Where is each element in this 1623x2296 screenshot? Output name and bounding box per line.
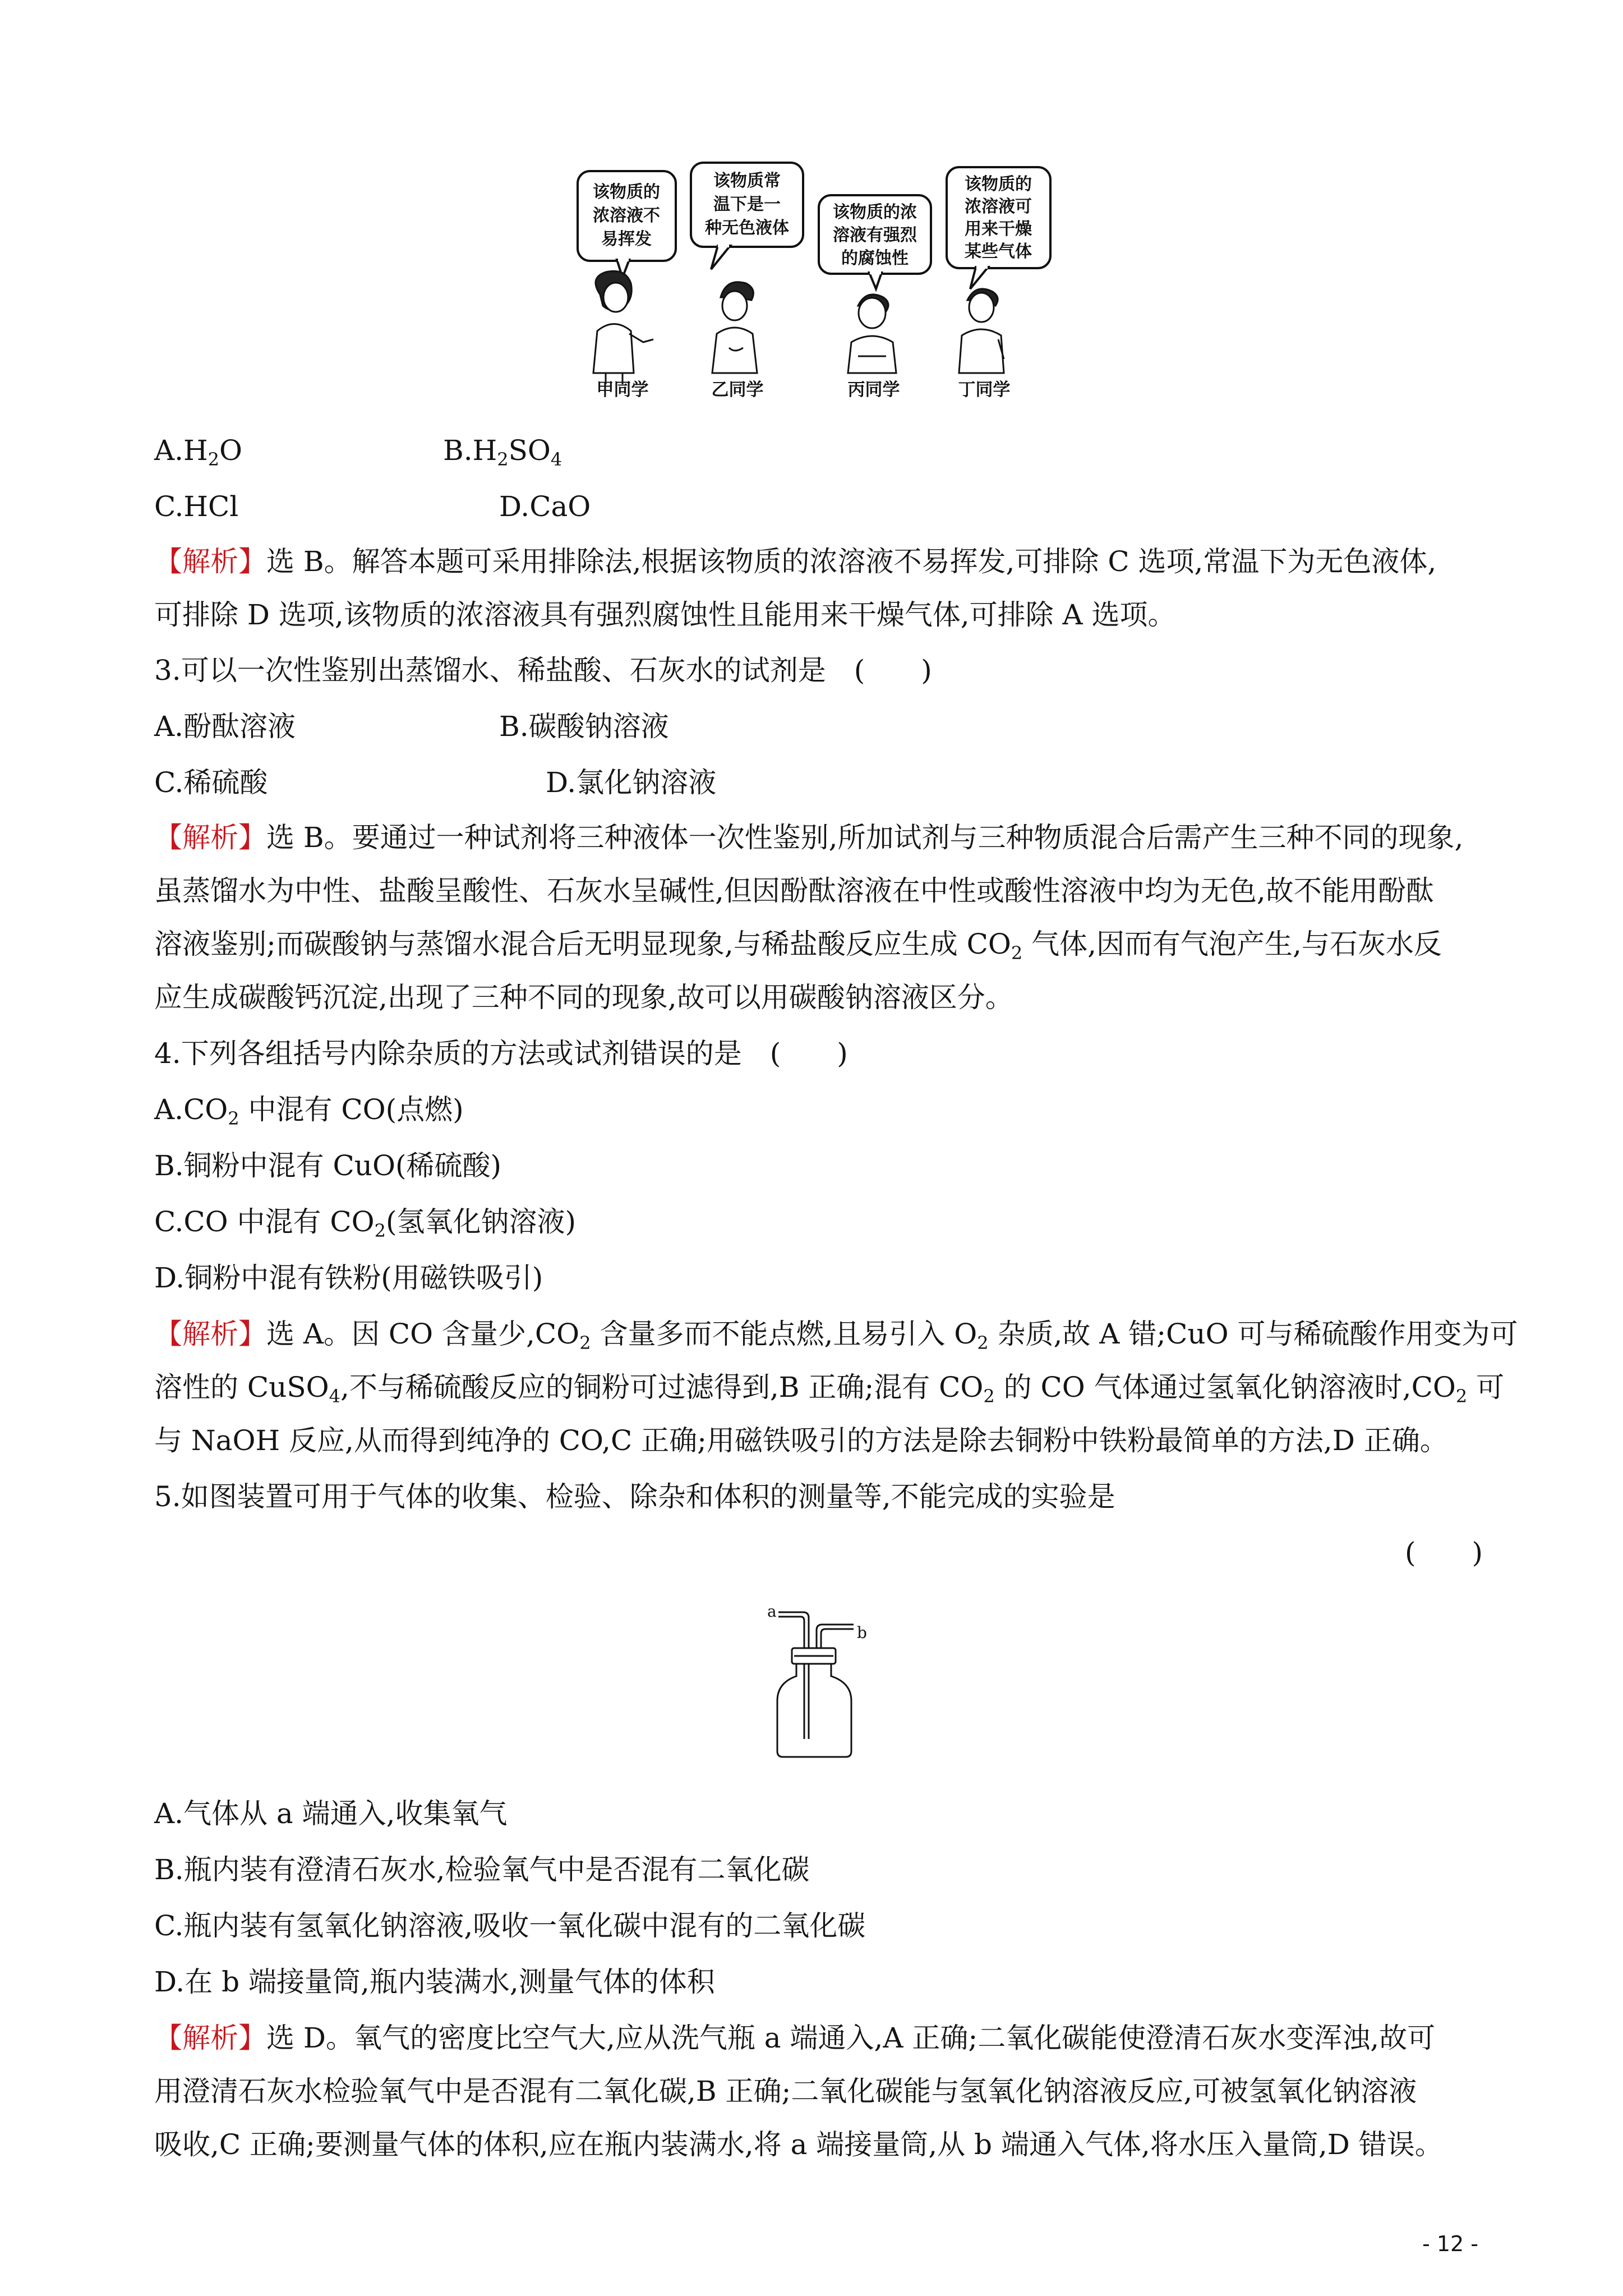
student-4-figure [959, 289, 1004, 373]
label-b: b [857, 1623, 867, 1642]
q5-analysis-line-1: 【解析】选 D。氧气的密度比空气大,应从洗气瓶 a 端通入,A 正确;二氧化碳能使澄清石灰水变浑浊,故可 [154, 2022, 1436, 2054]
analysis-tag: 【解析】 [154, 1318, 266, 1350]
student-caption-3: 丙同学 [847, 380, 900, 400]
q2-analysis-line-2: 可排除 D 选项,该物质的浓溶液具有强烈腐蚀性且能用来干燥气体,可排除 A 选项。 [154, 599, 1176, 631]
q2-option-c: C.HCl [154, 490, 239, 523]
q5-answer-bracket: ( ) [1404, 1536, 1483, 1569]
q5-option-d: D.在 b 端接量筒,瓶内装满水,测量气体的体积 [154, 1966, 715, 1998]
q3-option-c: C.稀硫酸 [154, 766, 268, 799]
q5-option-c: C.瓶内装有氢氧化钠溶液,吸收一氧化碳中混有的二氧化碳 [154, 1910, 866, 1942]
bottle-body [777, 1664, 851, 1757]
q2-option-d: D.CaO [499, 490, 591, 523]
page-number: - 12 - [1422, 2231, 1478, 2256]
q5-analysis-line-3: 吸收,C 正确;要测量气体的体积,应在瓶内装满水,将 a 端接量筒,从 b 端通入气体,将水压入量筒,D 错误。 [154, 2128, 1443, 2161]
gas-washing-bottle-figure [751, 1602, 867, 1761]
q4-analysis-line-3: 与 NaOH 反应,从而得到纯净的 CO,C 正确;用磁铁吸引的方法是除去铜粉中铁粉最简单的方法,D 正确。 [154, 1424, 1448, 1457]
student-2-figure [712, 282, 757, 373]
q3-stem: 3.可以一次性鉴别出蒸馏水、稀盐酸、石灰水的试剂是 ( ) [154, 654, 932, 687]
speech-bubble-4 [947, 167, 1050, 289]
analysis-tag: 【解析】 [154, 2022, 266, 2054]
q4-option-b: B.铜粉中混有 CuO(稀硫酸) [154, 1149, 501, 1182]
bubble-2-line-1: 该物质常 [713, 171, 781, 191]
q5-option-b: B.瓶内装有澄清石灰水,检验氧气中是否混有二氧化碳 [154, 1853, 810, 1886]
speech-bubble-1 [578, 171, 676, 278]
bubble-4-line-3: 用来干燥 [965, 219, 1032, 239]
q5-stem: 5.如图装置可用于气体的收集、检验、除杂和体积的测量等,不能完成的实验是 [154, 1480, 1115, 1513]
q5-option-a: A.气体从 a 端通入,收集氧气 [154, 1797, 508, 1830]
speech-bubble-2 [691, 163, 803, 269]
students-speech-figure [566, 163, 1082, 409]
label-a: a [767, 1602, 777, 1621]
bubble-1-line-3: 易挥发 [601, 229, 652, 249]
student-1-figure [593, 271, 653, 384]
q5-analysis-line-2: 用澄清石灰水检验氧气中是否混有二氧化碳,B 正确;二氧化碳能与氢氧化钠溶液反应,可被氢氧化钠溶液 [154, 2075, 1417, 2108]
q3-option-d: D.氯化钠溶液 [546, 766, 717, 799]
q4-option-c: C.CO 中混有 $CO_2$(氢氧化钠溶液) [154, 1205, 577, 1241]
student-3-figure [848, 295, 896, 373]
bubble-4-line-4: 某些气体 [965, 242, 1032, 261]
student-caption-4: 丁同学 [958, 380, 1011, 400]
bubble-1-line-1: 该物质的 [593, 182, 660, 202]
q2-option-a: $A.H_2O$ [154, 434, 242, 470]
bubble-3-line-1: 该物质的浓 [833, 203, 917, 222]
bubble-4-line-1: 该物质的 [965, 174, 1032, 194]
analysis-tag: 【解析】 [154, 545, 266, 578]
q3-option-b: B.碳酸钠溶液 [499, 710, 669, 743]
q3-analysis-line-1: 【解析】选 B。要通过一种试剂将三种液体一次性鉴别,所加试剂与三种物质混合后需产生三种不同的现象, [154, 821, 1464, 854]
q2-option-b: $B.H_2SO_4$ [443, 434, 562, 470]
q4-option-d: D.铜粉中混有铁粉(用磁铁吸引) [154, 1262, 543, 1294]
student-caption-1: 甲同学 [596, 380, 649, 400]
q3-analysis-line-2: 虽蒸馏水为中性、盐酸呈酸性、石灰水呈碱性,但因酚酞溶液在中性或酸性溶液中均为无色,故不能用酚酞 [154, 875, 1434, 907]
q3-analysis-line-3: 溶液鉴别;而碳酸钠与蒸馏水混合后无明显现象,与稀盐酸反应生成 $CO_2$ 气体,因而有气泡产生,与石灰水反 [154, 928, 1442, 964]
q4-analysis-line-1: 【解析】选 A。因 CO 含量少$,CO_2$ 含量多而不能点燃,且易引入 $O_2$ 杂质,故 A 错;CuO 可与稀硫酸作用变为可 [154, 1318, 1518, 1354]
bubble-4-line-2: 浓溶液可 [965, 197, 1032, 217]
bubble-1-line-2: 浓溶液不 [593, 206, 660, 226]
bubble-3-line-2: 溶液有强烈 [833, 226, 917, 245]
bubble-2-line-3: 种无色液体 [705, 218, 789, 238]
q4-stem: 4.下列各组括号内除杂质的方法或试剂错误的是 ( ) [154, 1037, 848, 1070]
student-caption-2: 乙同学 [711, 380, 764, 400]
speech-bubble-3 [819, 195, 931, 289]
q3-option-a: A.酚酞溶液 [154, 710, 296, 743]
q4-option-a: $A.CO_2$ 中混有 CO(点燃) [154, 1093, 464, 1129]
q2-analysis-line-1: 【解析】选 B。解答本题可采用排除法,根据该物质的浓溶液不易挥发,可排除 C 选项,常温下为无色液体, [154, 545, 1437, 578]
q4-analysis-line-2: 溶性的 CuSO$_4$,不与稀硫酸反应的铜粉可过滤得到,B 正确;混有 $CO_2$ 的 CO 气体通过氢氧化钠溶液时$,CO_2$ 可 [154, 1371, 1505, 1407]
tube-b-inner [821, 1629, 854, 1649]
q3-analysis-line-4: 应生成碳酸钙沉淀,出现了三种不同的现象,故可以用碳酸钠溶液区分。 [154, 981, 1013, 1014]
bubble-2-line-2: 温下是一 [713, 195, 781, 214]
analysis-tag: 【解析】 [154, 821, 266, 854]
bubble-3-line-3: 的腐蚀性 [841, 249, 909, 268]
